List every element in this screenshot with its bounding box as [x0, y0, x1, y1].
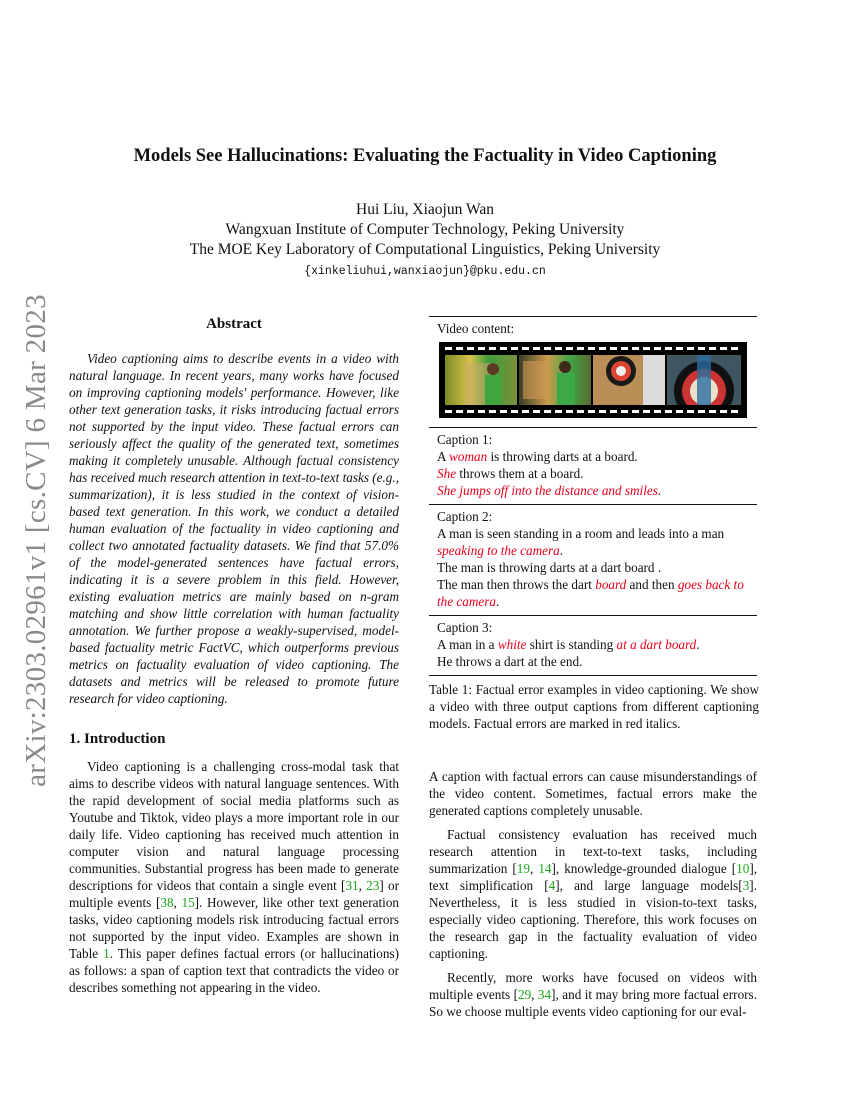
author-block — [0, 200, 850, 282]
paragraph: Factual consistency evaluation has received much research attention in text-to-text tasks, including summarization [19, 14], knowledge-grounded dialogue [10], text simplification [4], and large language models[3]. Nevertheless, it is less studied in vision-to-text tasks, especially video captioning. Therefore, this work focuses on the research gap in the factuality evaluation of video captioning. — [429, 827, 758, 961]
citation-link[interactable]: 29 — [517, 987, 532, 1002]
error-span: speaking to the camera — [437, 543, 560, 558]
citation-link[interactable]: 34 — [537, 987, 552, 1002]
paragraph: Recently, more works have focused on videos with multiple events [29, 34], and it may bring more factual errors. So we choose multiple events video captioning for our eval- — [429, 970, 757, 1019]
error-span: white — [497, 637, 527, 652]
author-email[interactable]: {xinkeliuhui,wanxiaojun}@pku.edu.cn — [304, 265, 546, 278]
citation-link[interactable]: 23 — [366, 878, 380, 893]
caption-1-section — [429, 428, 757, 505]
citation-link[interactable]: 10 — [736, 861, 750, 876]
caption-1-line-3: She jumps off into the distance and smiles. — [437, 483, 662, 498]
citation-link[interactable]: 15 — [181, 895, 195, 910]
video-frame-1 — [445, 355, 517, 405]
author-names: Hui Liu, Xiaojun Wan — [356, 201, 494, 218]
video-content-section — [429, 317, 757, 428]
caption-2-line-3: The man then throws the dart board and then goes back to the camera. — [437, 577, 744, 609]
caption-2-label: Caption 2: — [437, 509, 493, 524]
error-span: woman — [449, 449, 488, 464]
citation-link[interactable]: 19 — [516, 861, 530, 876]
citation-link[interactable]: 31 — [345, 878, 359, 893]
video-content-label: Video content: — [437, 321, 515, 336]
caption-3-line-1: A man in a white shirt is standing at a dart board. — [437, 637, 700, 652]
caption-3-line-2: He throws a dart at the end. — [437, 654, 583, 669]
paragraph: A caption with factual errors can cause misunderstandings of the video content. Sometimes, factual errors make the generated captions completely unusable. — [429, 769, 757, 818]
arxiv-stamp-text: arXiv:2303.02961v1 [cs.CV] 6 Mar 2023 — [19, 293, 52, 787]
caption-2-line-1: A man is seen standing in a room and leads into a man speaking to the camera. — [437, 526, 725, 558]
error-span: She jumps off into the distance and smiles — [437, 483, 658, 498]
abstract-text: Video captioning aims to describe events in a video with natural language. In recent years, many works have focused on improving captioning models' performance. However, like other text generation tasks, it risks introducing factual errors not supported by the input video. These factual errors can seriously affect the quality of the generated text, sometimes making it completely unusable. Although factual consistency has received much research attention in text-to-text tasks (e.g., summarization), it is less studied in the context of vision-based text generation. In this work, we conduct a detailed human evaluation of the factuality in video captioning and collect two annotated factuality datasets. We find that 57.0% of the model-generated sentences have factual errors, indicating it is a severe problem in this field. However, existing evaluation metrics are mainly based on n-gram matching and show little correlation with human factuality annotation. We further propose a weakly-supervised, model-based factuality metric FactVC, which outperforms previous metrics on factuality evaluation of video captioning. The datasets and metrics will be released to promote future research for video captioning. — [69, 351, 399, 706]
table-1 — [429, 316, 757, 676]
caption-1-label: Caption 1: — [437, 432, 493, 447]
caption-1-line-2: She throws them at a board. — [437, 466, 584, 481]
arxiv-stamp — [16, 293, 56, 787]
citation-link[interactable]: 4 — [548, 878, 556, 893]
intro-paragraph: Video captioning is a challenging cross-modal task that aims to describe videos with natural language sentences. With the rapid development of social media platforms such as Youtube and Tiktok, video plays a more important role in our daily life. Video captioning has received much attention in computer vision and natural language processing communities. Substantial progress has been made to generate descriptions for videos that contain a single event [31, 23] or multiple events [38, 15]. However, like other text generation tasks, video captioning models risk introducing factual errors not supported by the input video. Examples are shown in Table 1. This paper defines factual errors (or hallucinations) as follows: a span of caption text that contradicts the video or describes something not appearing in the video. — [69, 759, 400, 995]
error-span: goes back to the camera — [437, 577, 744, 609]
right-column-text — [429, 768, 757, 1027]
error-span: board — [595, 577, 627, 592]
video-filmstrip — [439, 342, 747, 418]
caption-3-section — [429, 616, 757, 676]
error-span: She — [437, 466, 457, 481]
error-span: at a dart board — [616, 637, 697, 652]
caption-2-line-2: The man is throwing darts at a dart board . — [437, 560, 662, 575]
citation-link[interactable]: 38 — [160, 895, 174, 910]
caption-2-section — [429, 505, 757, 616]
table-ref-link[interactable]: 1 — [103, 946, 110, 961]
abstract-heading: Abstract — [206, 316, 262, 332]
affiliation-1: Wangxuan Institute of Computer Technology, Peking University — [225, 221, 625, 238]
caption-1-line-1: A woman is throwing darts at a board. — [437, 449, 638, 464]
citation-link[interactable]: 3 — [742, 878, 750, 893]
caption-3-label: Caption 3: — [437, 620, 493, 635]
table-caption: Table 1: Factual error examples in video captioning. We show a video with three output captions from different captioning models. Factual errors are marked in red italics. — [429, 682, 759, 731]
video-frame-3 — [593, 355, 665, 405]
intro-heading: 1. Introduction — [69, 731, 166, 747]
citation-link[interactable]: 14 — [538, 861, 552, 876]
affiliation-2: The MOE Key Laboratory of Computational Linguistics, Peking University — [189, 241, 661, 258]
video-frame-2 — [519, 355, 591, 405]
video-frame-4 — [667, 355, 741, 405]
paper-title: Models See Hallucinations: Evaluating the Factuality in Video Captioning — [133, 146, 717, 166]
